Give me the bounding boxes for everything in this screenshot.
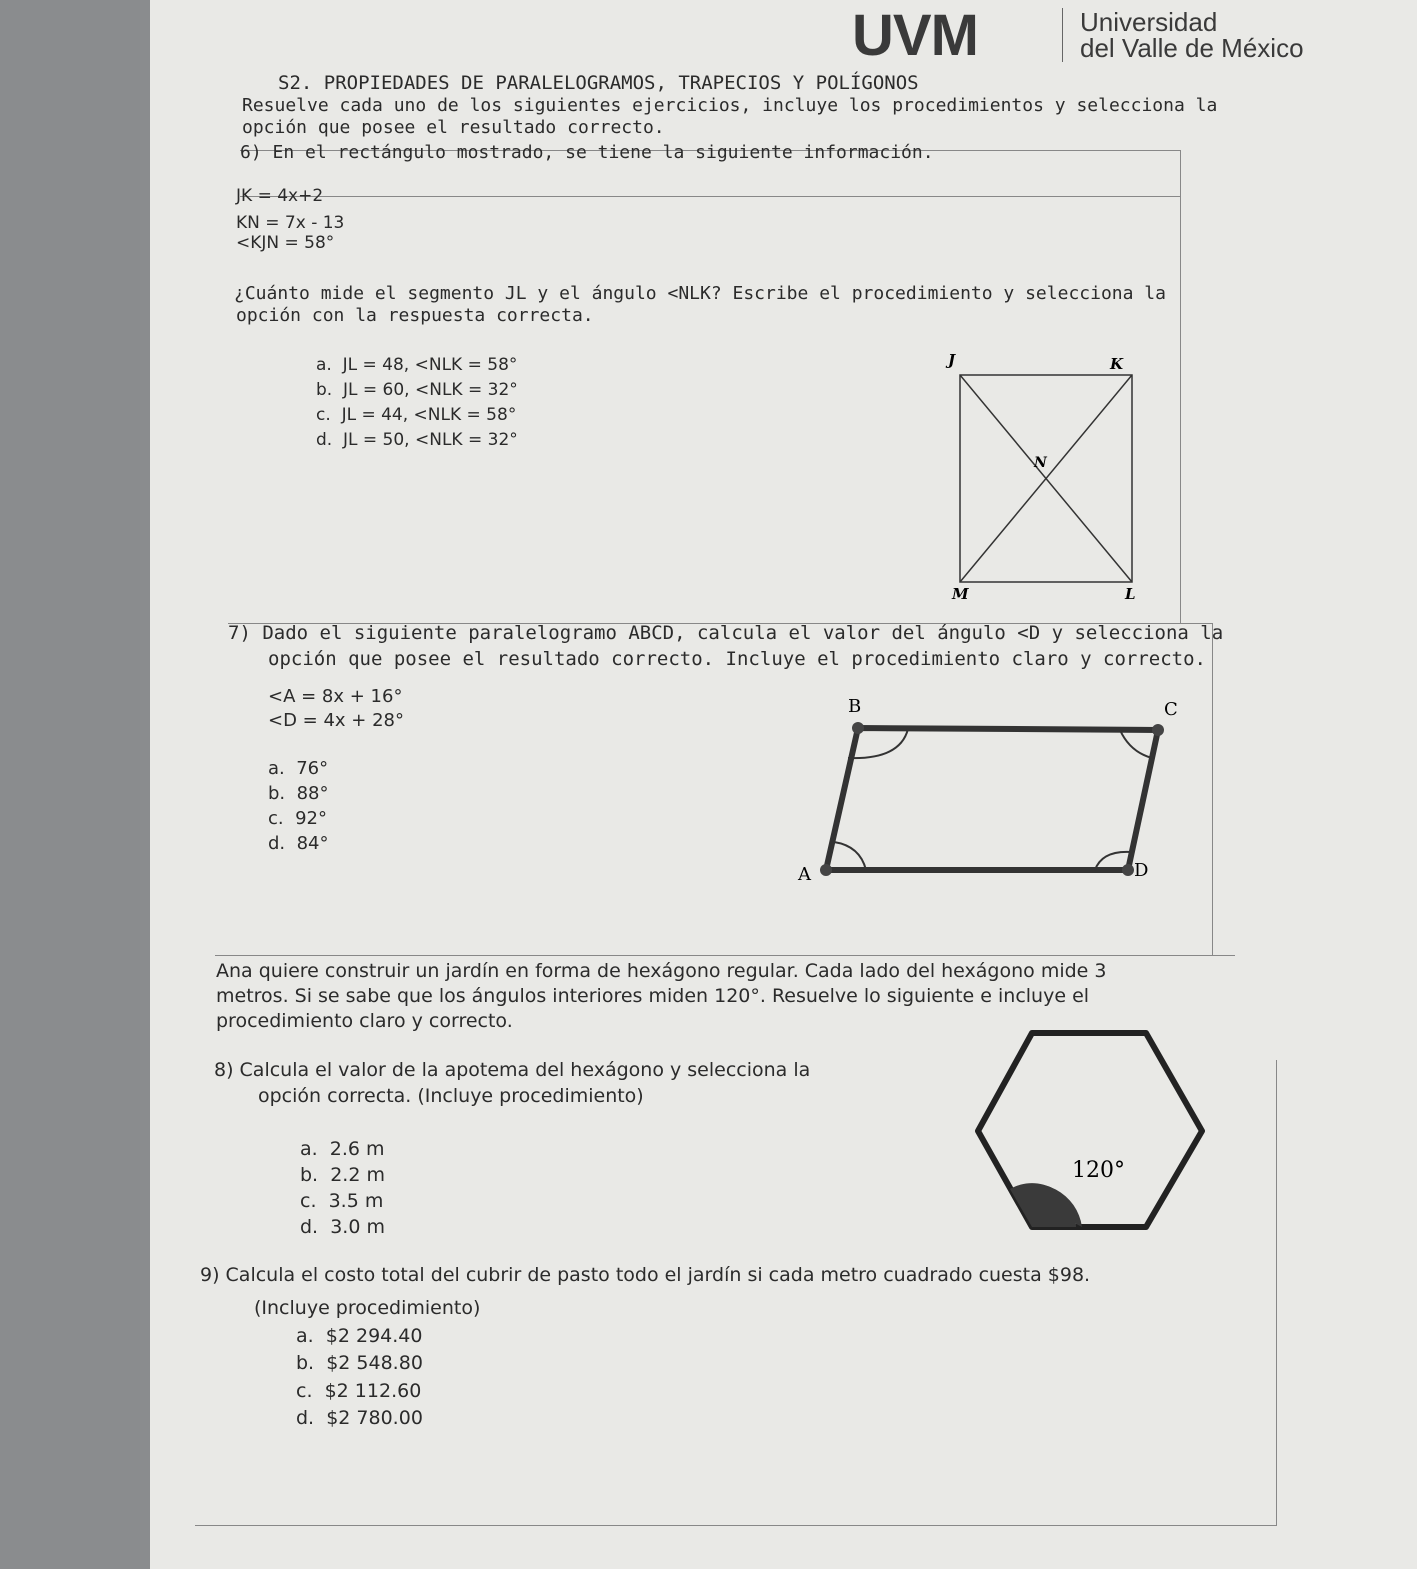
- q8-option-d-letter: d.: [300, 1216, 319, 1238]
- q7-option-b-text: 88°: [296, 783, 329, 804]
- hexagon-intro-line1: Ana quiere construir un jardín en forma de hexágono regular. Cada lado del hexágono mide 3: [216, 960, 1107, 982]
- q6-option-d-text: JL = 50, <NLK = 32°: [343, 430, 518, 450]
- section-title: S2. PROPIEDADES DE PARALELOGRAMOS, TRAPECIOS Y POLÍGONOS: [278, 72, 919, 94]
- q9-option-c-text: $2 112.60: [324, 1380, 422, 1402]
- q7-line2: opción que posee el resultado correcto. Incluye el procedimiento claro y correcto.: [268, 648, 1206, 670]
- q8-option-b-text: 2.2 m: [330, 1164, 385, 1186]
- q7-line1: 7) Dado el siguiente paralelogramo ABCD, calcula el valor del ángulo <D y selecciona la: [228, 622, 1224, 644]
- q7-option-b-letter: b.: [268, 783, 286, 804]
- q9-option-b-letter: b.: [296, 1352, 315, 1374]
- hexagon-intro-line3: procedimiento claro y correcto.: [216, 1010, 513, 1032]
- angle-arc-c: [1120, 730, 1152, 758]
- q9-option-b[interactable]: [296, 1352, 423, 1374]
- angle-arc-a: [834, 842, 866, 870]
- q6-header-line: [240, 196, 1180, 197]
- q6-option-c-letter: c.: [316, 405, 331, 425]
- q9-option-a[interactable]: [296, 1325, 422, 1347]
- rectangle-jklm-figure: [930, 345, 1150, 610]
- instructions-line2: opción que posee el resultado correcto.: [242, 117, 665, 138]
- q9-option-d-letter: d.: [296, 1407, 315, 1429]
- q9-line1: 9) Calcula el costo total del cubrir de pasto todo el jardín si cada metro cuadrado cuesta $98.: [200, 1264, 1091, 1286]
- q6-given-2: KN = 7x - 13: [236, 213, 345, 233]
- q6-option-a[interactable]: [316, 355, 517, 375]
- uvm-logo: UVM: [852, 3, 978, 68]
- label-c: C: [1164, 699, 1178, 720]
- q9-option-a-letter: a.: [296, 1325, 314, 1347]
- q6-option-d[interactable]: [316, 430, 518, 450]
- q6-option-b[interactable]: [316, 380, 518, 400]
- frame-right-line-q7: [1212, 623, 1213, 955]
- vertex-c: [1152, 724, 1164, 736]
- q7-option-a[interactable]: [268, 758, 328, 779]
- q6-option-a-letter: a.: [316, 355, 332, 375]
- q8-line1: 8) Calcula el valor de la apotema del hexágono y selecciona la: [214, 1059, 811, 1081]
- q6-question-line2: opción con la respuesta correcta.: [236, 305, 594, 326]
- q7-option-a-text: 76°: [296, 758, 329, 779]
- vertex-b: [852, 722, 864, 734]
- label-j: J: [948, 351, 956, 369]
- hexagon-intro-line2: metros. Si se sabe que los ángulos interiores miden 120°. Resuelve lo siguiente e incluye el: [216, 985, 1090, 1007]
- angle-label-120: 120°: [1072, 1158, 1125, 1183]
- q8-option-d[interactable]: [300, 1216, 385, 1238]
- q8-option-a[interactable]: [300, 1138, 385, 1160]
- q6-option-c[interactable]: [316, 405, 516, 425]
- instructions-line1: Resuelve cada uno de los siguientes ejercicios, incluye los procedimientos y selecciona la: [242, 95, 1218, 116]
- q7-option-d-text: 84°: [296, 833, 329, 854]
- q8-option-c-letter: c.: [300, 1190, 317, 1212]
- parallelogram-outline: [826, 728, 1158, 870]
- q6-option-c-text: JL = 44, <NLK = 58°: [341, 405, 517, 425]
- q8-option-c-text: 3.5 m: [328, 1190, 384, 1212]
- q7-option-b[interactable]: [268, 783, 329, 804]
- label-k: K: [1110, 355, 1124, 373]
- hexagon-outline: [978, 1033, 1202, 1227]
- vertex-d: [1122, 864, 1134, 876]
- q8-option-c[interactable]: [300, 1190, 383, 1212]
- q6-option-b-letter: b.: [316, 380, 333, 400]
- q7-option-d-letter: d.: [268, 833, 286, 854]
- frame-right-line-lower: [1276, 1060, 1277, 1526]
- label-l: L: [1125, 585, 1136, 603]
- q8-option-b[interactable]: [300, 1164, 385, 1186]
- q9-option-c-letter: c.: [296, 1380, 313, 1402]
- q8-option-a-letter: a.: [300, 1138, 318, 1160]
- q6-option-d-letter: d.: [316, 430, 333, 450]
- q9-line2: (Incluye procedimiento): [254, 1297, 481, 1319]
- q7-given-2: <D = 4x + 28°: [268, 710, 405, 731]
- q9-option-d-text: $2 780.00: [326, 1407, 423, 1429]
- q7-given-1: <A = 8x + 16°: [268, 686, 403, 707]
- frame-right-line-q6: [1180, 150, 1181, 623]
- q8-line2: opción correcta. (Incluye procedimiento): [258, 1085, 644, 1107]
- q7-option-c[interactable]: [268, 808, 327, 829]
- q7-option-d[interactable]: [268, 833, 329, 854]
- q6-intro: 6) En el rectángulo mostrado, se tiene la siguiente información.: [240, 142, 934, 163]
- q6-option-b-text: JL = 60, <NLK = 32°: [343, 380, 518, 400]
- logo-divider: [1062, 8, 1063, 62]
- label-b: B: [848, 696, 862, 717]
- q6-given-3: <KJN = 58°: [236, 233, 335, 253]
- label-n: N: [1034, 455, 1047, 471]
- university-name-line2: del Valle de México: [1080, 33, 1304, 63]
- university-name-line1: Universidad: [1080, 7, 1218, 37]
- q8-option-d-text: 3.0 m: [330, 1216, 385, 1238]
- q7-bottom-line: [215, 955, 1235, 956]
- hexagon-figure: [970, 1025, 1220, 1240]
- q7-option-a-letter: a.: [268, 758, 285, 779]
- parallelogram-abcd-figure: [790, 690, 1190, 890]
- q7-option-c-letter: c.: [268, 808, 284, 829]
- angle-sector: [1010, 1183, 1076, 1227]
- label-a: A: [798, 864, 811, 885]
- q9-option-c[interactable]: [296, 1380, 421, 1402]
- q9-option-a-text: $2 294.40: [325, 1325, 423, 1347]
- q6-question-line1: ¿Cuánto mide el segmento JL y el ángulo <NLK? Escribe el procedimiento y selecciona la: [234, 283, 1166, 304]
- label-d: D: [1134, 860, 1149, 881]
- q7-option-c-text: 92°: [295, 808, 327, 829]
- q9-option-b-text: $2 548.80: [326, 1352, 423, 1374]
- q6-option-a-text: JL = 48, <NLK = 58°: [342, 355, 518, 375]
- q9-option-d[interactable]: [296, 1407, 423, 1429]
- frame-bottom-line: [195, 1525, 1277, 1526]
- q8-option-a-text: 2.6 m: [329, 1138, 385, 1160]
- q6-given-1: JK = 4x+2: [236, 186, 324, 206]
- q8-option-b-letter: b.: [300, 1164, 319, 1186]
- label-m: M: [952, 585, 969, 603]
- vertex-a: [820, 864, 832, 876]
